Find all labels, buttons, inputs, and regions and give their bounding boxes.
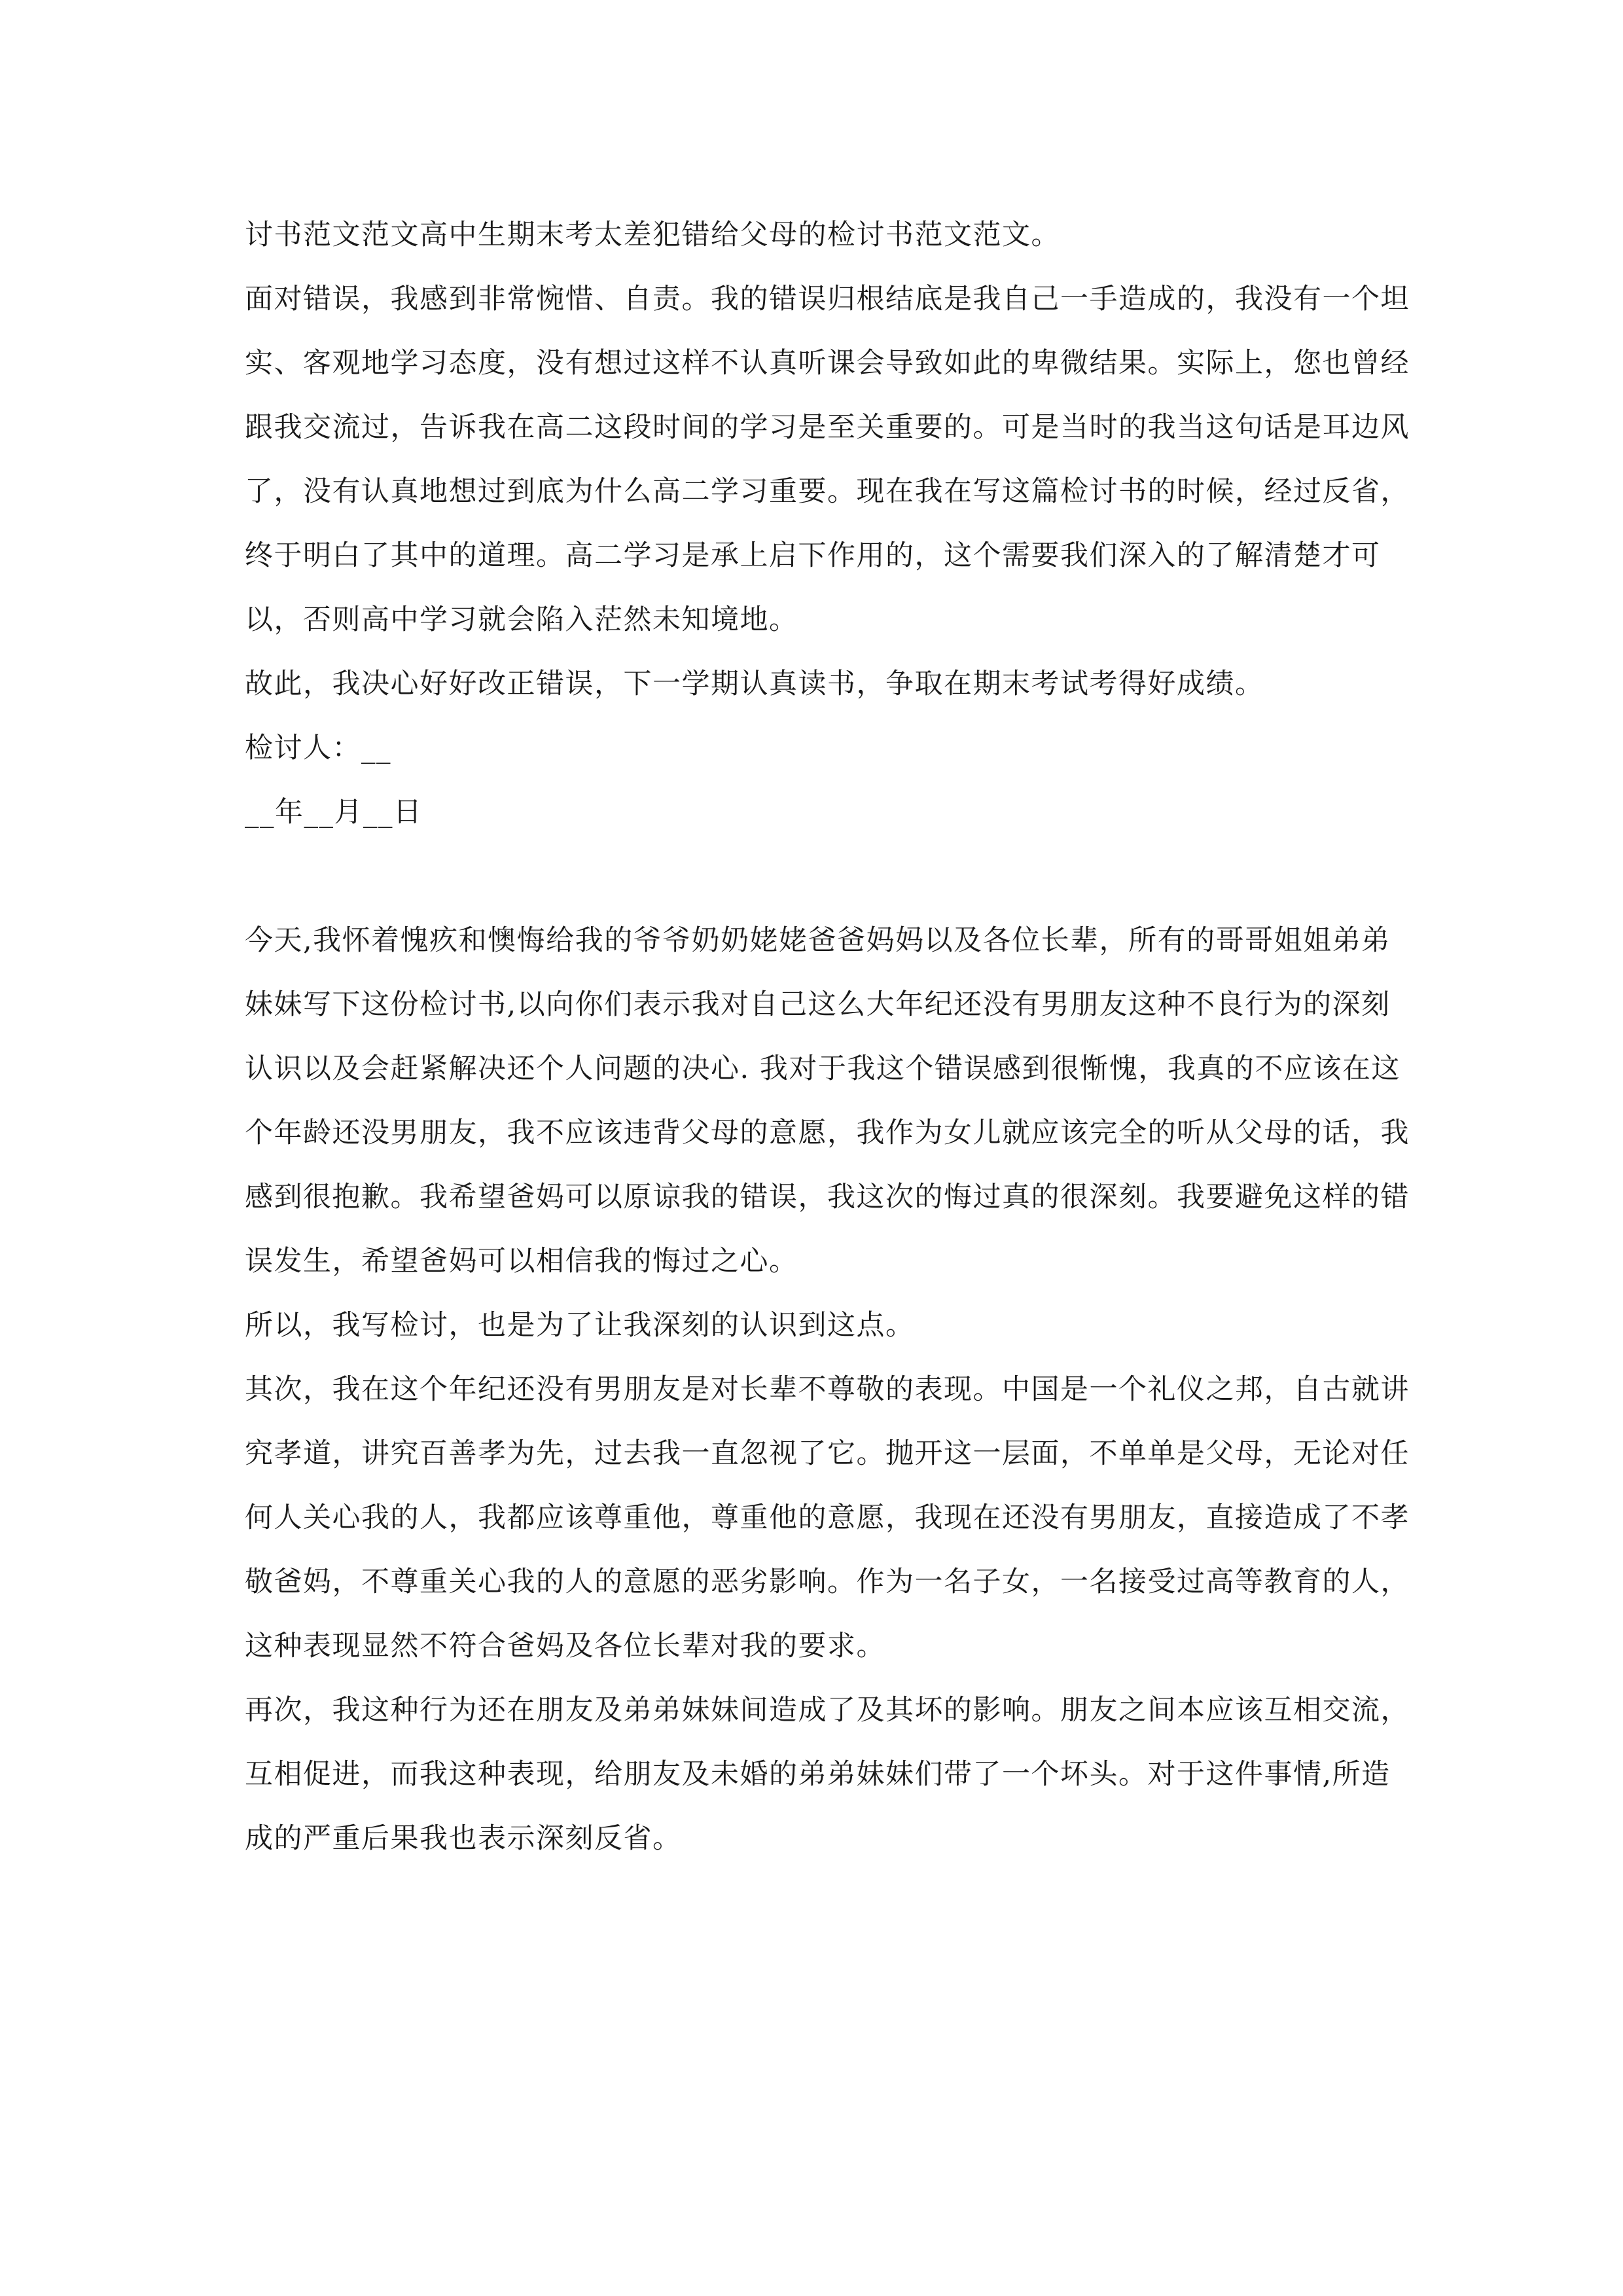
signature-line: 检讨人：__ xyxy=(245,732,391,764)
paragraph-apology: 今天,我怀着愧疚和懊悔给我的爷爷奶奶姥姥爸爸妈妈以及各位长辈，所有的哥哥姐姐弟弟妹妹写下这份检讨书,以向你们表示我对自己这么大年纪还没有男朋友这种不良行为的深刻认识以及会赶紧解决还个人问题的决心. 我对于我这个错误感到很惭愧，我真的不应该在这个年龄还没男朋友，我不应该违背父母的意愿，我作为女儿就应该完全的听从父母的话，我感到很抱歉。我希望爸妈可以原谅我的错误，我这次的悔过真的很深刻。我要避免这样的错误发生，希望爸妈可以相信我的悔过之心。 xyxy=(245,924,1410,1278)
document-body xyxy=(245,203,1410,1871)
section-divider xyxy=(245,844,1410,908)
date-line: __年__月__日 xyxy=(245,796,423,829)
paragraph-influence: 再次，我这种行为还在朋友及弟弟妹妹间造成了及其坏的影响。朋友之间本应该互相交流，互相促进，而我这种表现，给朋友及未婚的弟弟妹妹们带了一个坏头。对于这件事情,所造成的严重后果我也表示深刻反省。 xyxy=(245,1694,1410,1855)
paragraph-purpose: 所以，我写检讨，也是为了让我深刻的认识到这点。 xyxy=(245,1309,915,1342)
paragraph-title-line: 讨书范文范文高中生期末考太差犯错给父母的检讨书范文范文。 xyxy=(245,219,1060,251)
paragraph-resolution: 故此，我决心好好改正错误，下一学期认真读书，争取在期末考试考得好成绩。 xyxy=(245,668,1264,700)
paragraph-respect: 其次，我在这个年纪还没有男朋友是对长辈不尊敬的表现。中国是一个礼仪之邦，自古就讲究孝道，讲究百善孝为先，过去我一直忽视了它。抛开这一层面，不单单是父母，无论对任何人关心我的人，我都应该尊重他，尊重他的意愿，我现在还没有男朋友，直接造成了不孝敬爸妈，不尊重关心我的人的意愿的恶劣影响。作为一名子女，一名接受过高等教育的人，这种表现显然不符合爸妈及各位长辈对我的要求。 xyxy=(245,1373,1410,1662)
paragraph-regret: 面对错误，我感到非常惋惜、自责。我的错误归根结底是我自己一手造成的，我没有一个坦实、客观地学习态度，没有想过这样不认真听课会导致如此的卑微结果。实际上，您也曾经跟我交流过，告诉我在高二这段时间的学习是至关重要的。可是当时的我当这句话是耳边风了，没有认真地想过到底为什么高二学习重要。现在我在写这篇检讨书的时候，经过反省，终于明白了其中的道理。高二学习是承上启下作用的，这个需要我们深入的了解清楚才可以，否则高中学习就会陷入茫然未知境地。 xyxy=(245,283,1410,636)
